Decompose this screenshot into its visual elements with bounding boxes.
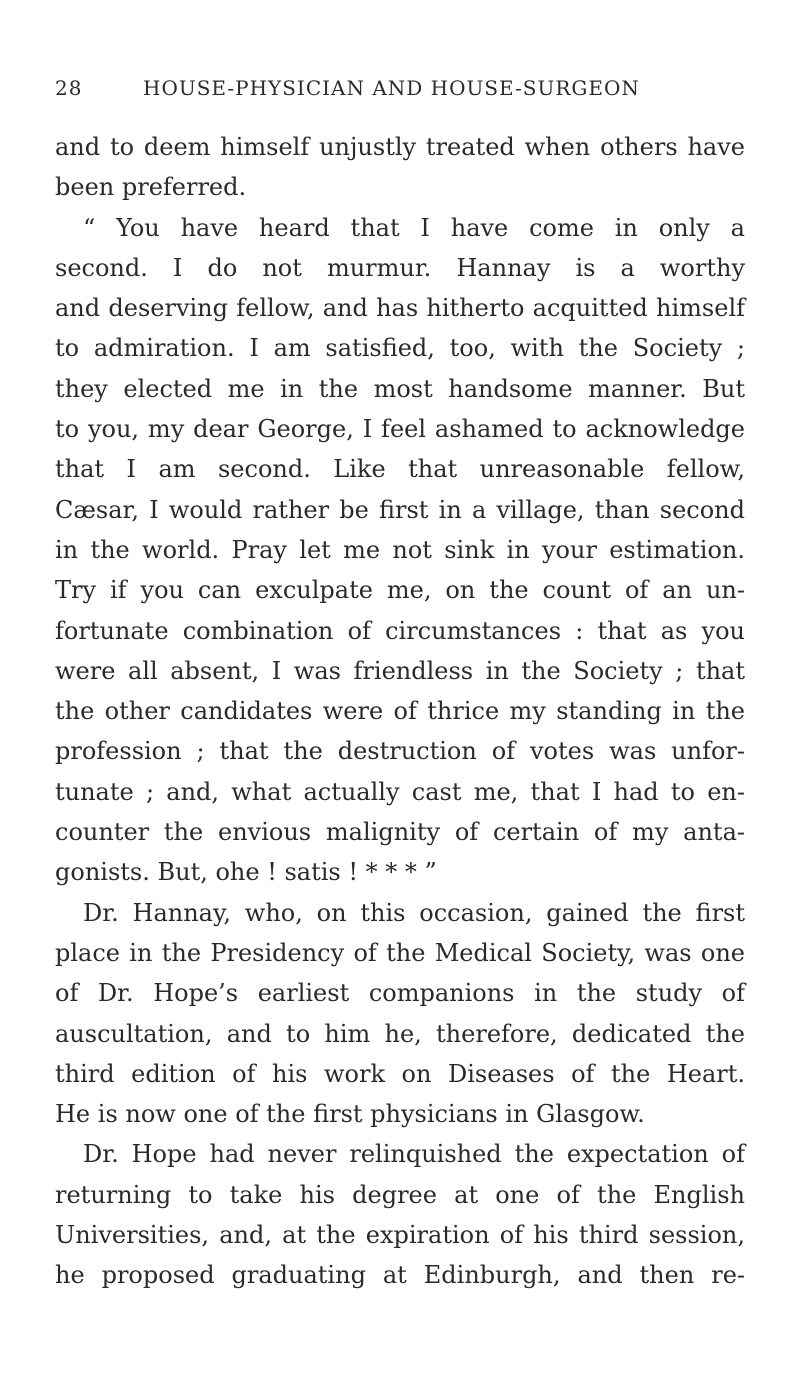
- text-line: they elected me in the most handsome manner. But: [55, 374, 745, 403]
- text-line: Universities, and, at the expiration of his third session,: [55, 1221, 745, 1250]
- text-line: Try if you can exculpate me, on the count of an un-: [55, 576, 745, 605]
- running-head: [55, 76, 745, 106]
- text-line: He is now one of the first physicians in Glasgow.: [55, 1100, 645, 1129]
- text-line: place in the Presidency of the Medical Society, was one: [55, 938, 745, 967]
- text-line: were all absent, I was friendless in the Society ; that: [55, 656, 745, 685]
- text-line: Cæsar, I would rather be first in a village, than second: [55, 495, 745, 524]
- text-line: in the world. Pray let me not sink in your estimation.: [55, 535, 745, 564]
- text-line: and deserving fellow, and has hitherto acquitted himself: [55, 294, 745, 323]
- text-line: been preferred.: [55, 173, 247, 202]
- running-title: HOUSE-PHYSICIAN AND HOUSE-SURGEON: [143, 76, 640, 100]
- text-line: third edition of his work on Diseases of the Heart.: [55, 1059, 745, 1088]
- text-line: fortunate combination of circumstances : that as you: [55, 616, 745, 645]
- text-line: Dr. Hannay, who, on this occasion, gained the first: [83, 898, 745, 927]
- text-line: returning to take his degree at one of the English: [55, 1180, 745, 1209]
- text-line: of Dr. Hope’s earliest companions in the study of: [55, 979, 745, 1008]
- text-line: that I am second. Like that unreasonable fellow,: [55, 455, 745, 484]
- text-line: profession ; that the destruction of votes was unfor-: [55, 737, 745, 766]
- text-line: auscultation, and to him he, therefore, dedicated the: [55, 1019, 745, 1048]
- text-line: counter the envious malignity of certain of my anta-: [55, 818, 745, 847]
- body-text: [55, 127, 745, 1296]
- text-line: gonists. But, ohe ! satis ! * * * ”: [55, 858, 437, 887]
- page-number: 28: [55, 76, 83, 100]
- text-line: second. I do not murmur. Hannay is a worthy: [55, 253, 745, 282]
- text-line: tunate ; and, what actually cast me, that I had to en-: [55, 777, 745, 806]
- text-line: to you, my dear George, I feel ashamed to acknowledge: [55, 415, 745, 444]
- text-line: the other candidates were of thrice my standing in the: [55, 697, 745, 726]
- text-line: Dr. Hope had never relinquished the expectation of: [83, 1140, 745, 1169]
- text-line: to admiration. I am satisfied, too, with the Society ;: [55, 334, 745, 363]
- text-line: he proposed graduating at Edinburgh, and then re-: [55, 1261, 745, 1290]
- text-line: “ You have heard that I have come in only a: [83, 213, 745, 242]
- text-line: and to deem himself unjustly treated when others have: [55, 133, 745, 161]
